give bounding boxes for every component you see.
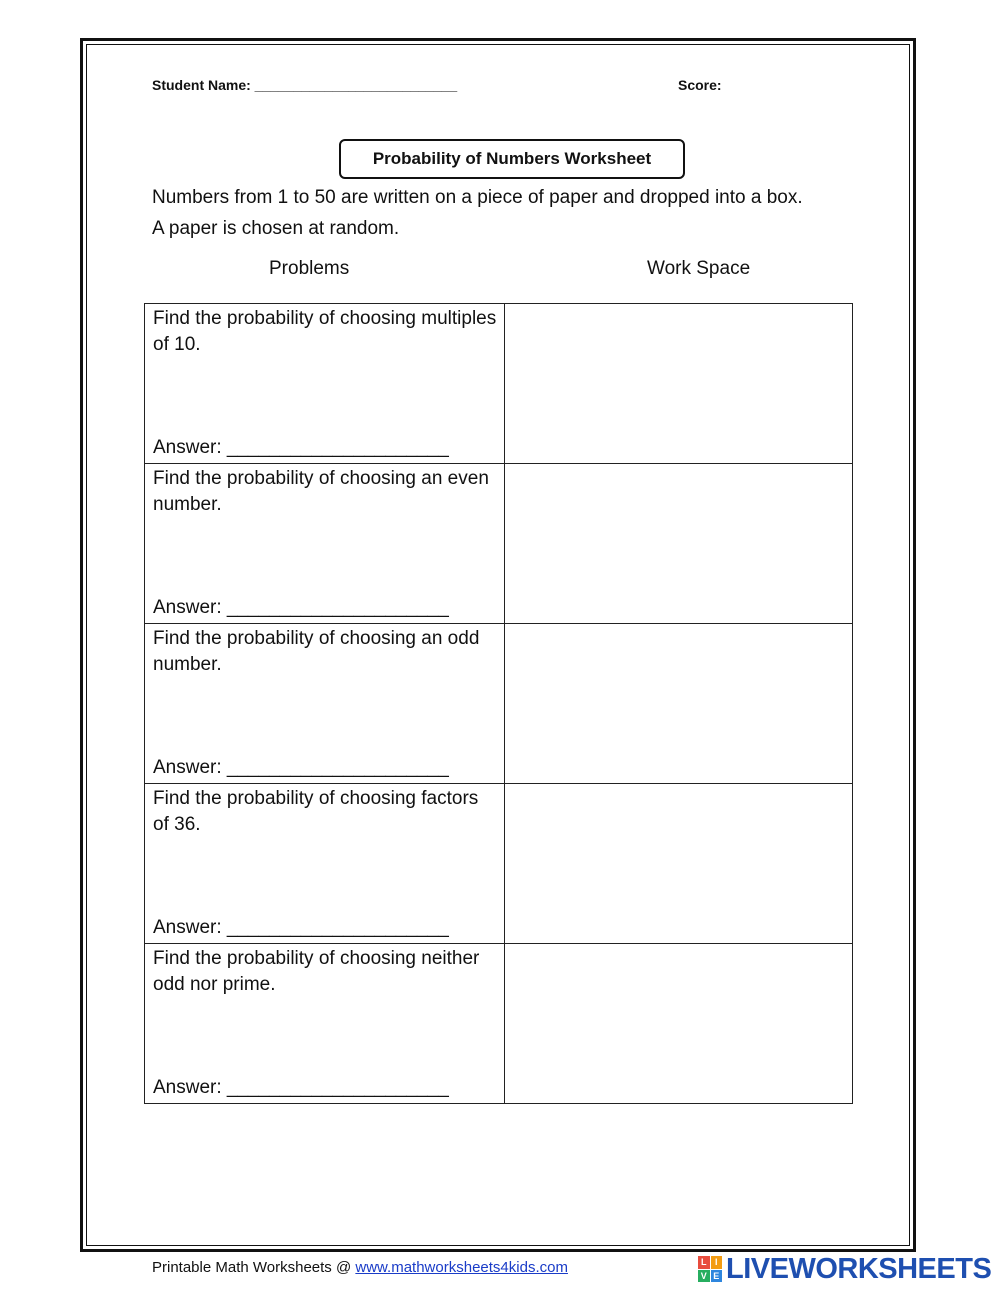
- problem-question: Find the probability of choosing factors of 36.: [153, 788, 479, 835]
- footer: [152, 1259, 568, 1276]
- problems-table: [144, 303, 853, 1104]
- intro-text: [152, 182, 872, 244]
- logo-letter: E: [711, 1270, 723, 1283]
- problem-cell: [145, 944, 505, 1104]
- problem-cell: [145, 464, 505, 624]
- answer-field[interactable]: Answer: _____________________: [153, 437, 449, 458]
- answer-field[interactable]: Answer: _____________________: [153, 917, 449, 938]
- problem-cell: [145, 784, 505, 944]
- intro-line-2: A paper is chosen at random.: [152, 218, 400, 239]
- table-row: [145, 304, 853, 464]
- problem-cell: [145, 624, 505, 784]
- table-row: [145, 784, 853, 944]
- liveworksheets-wordmark: LIVEWORKSHEETS: [726, 1252, 992, 1285]
- work-space-cell[interactable]: [505, 944, 853, 1104]
- work-space-cell[interactable]: [505, 784, 853, 944]
- problem-question: Find the probability of choosing multiples of 10.: [153, 308, 497, 355]
- table-row: [145, 944, 853, 1104]
- problem-question: Find the probability of choosing an even number.: [153, 468, 489, 515]
- answer-field[interactable]: Answer: _____________________: [153, 597, 449, 618]
- intro-line-1: Numbers from 1 to 50 are written on a piece of paper and dropped into a box.: [152, 187, 803, 208]
- problem-cell: [145, 304, 505, 464]
- work-space-cell[interactable]: [505, 304, 853, 464]
- work-space-cell[interactable]: [505, 624, 853, 784]
- problem-question: Find the probability of choosing neither odd nor prime.: [153, 948, 480, 995]
- student-name-label: Student Name: __________________________: [152, 77, 458, 93]
- table-row: [145, 464, 853, 624]
- problem-question: Find the probability of choosing an odd number.: [153, 628, 480, 675]
- table-row: [145, 624, 853, 784]
- worksheet-title: Probability of Numbers Worksheet: [339, 139, 685, 179]
- answer-field[interactable]: Answer: _____________________: [153, 1077, 449, 1098]
- work-space-cell[interactable]: [505, 464, 853, 624]
- footer-prefix: Printable Math Worksheets @: [152, 1259, 356, 1276]
- logo-letter: I: [711, 1256, 723, 1269]
- logo-letter: L: [698, 1256, 710, 1269]
- footer-link[interactable]: www.mathworksheets4kids.com: [355, 1259, 568, 1276]
- logo-letter: V: [698, 1270, 710, 1283]
- answer-field[interactable]: Answer: _____________________: [153, 757, 449, 778]
- liveworksheets-logo-icon: [698, 1256, 722, 1282]
- problems-column-header: Problems: [269, 258, 350, 279]
- score-label: Score:: [678, 77, 722, 93]
- work-space-column-header: Work Space: [647, 258, 751, 279]
- liveworksheets-logo[interactable]: [698, 1253, 991, 1285]
